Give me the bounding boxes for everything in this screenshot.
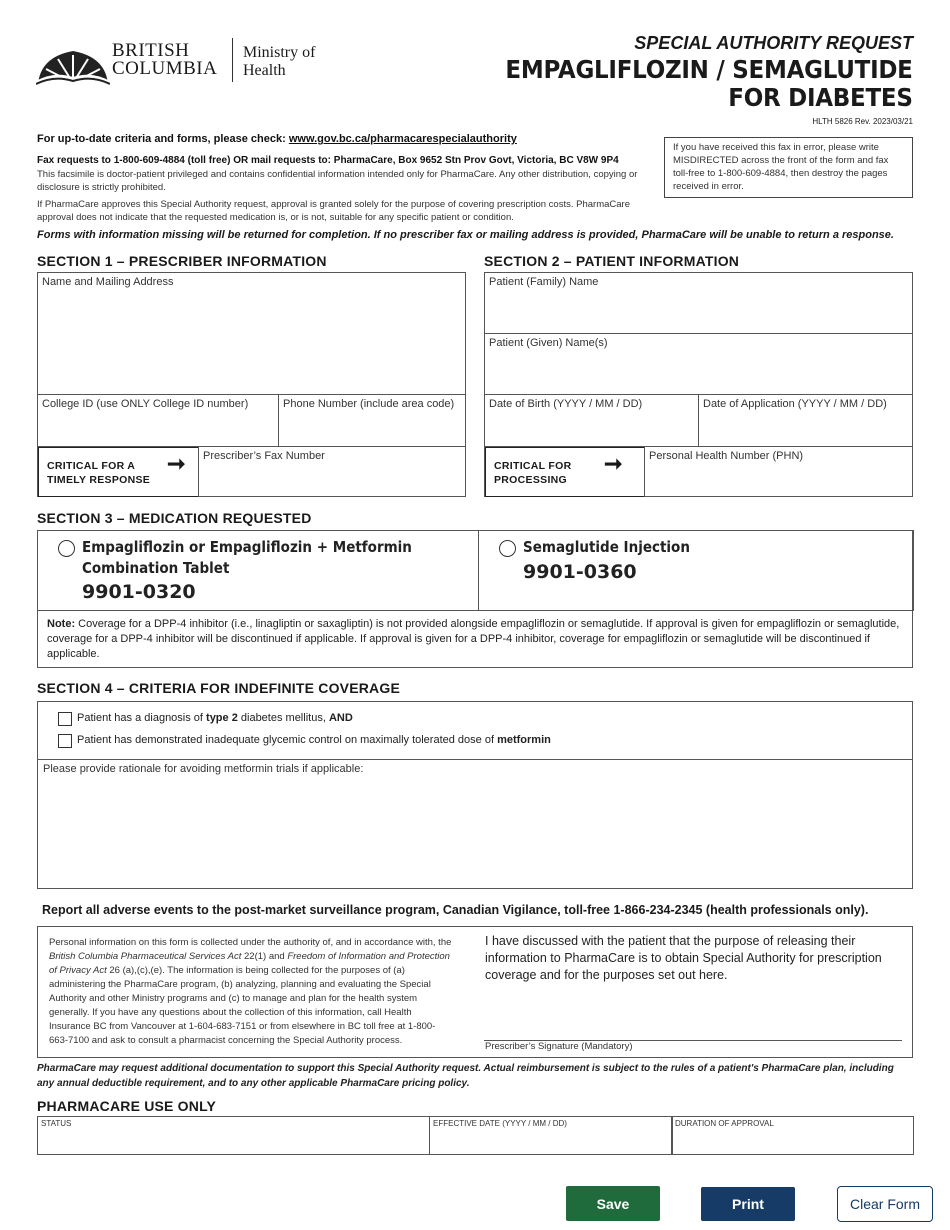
family-name-label: Patient (Family) Name [489, 276, 599, 288]
logo-divider [232, 38, 233, 82]
option1-label [82, 537, 482, 603]
critical-line-1: CRITICAL FOR [494, 460, 572, 472]
section2-title: SECTION 2 – PATIENT INFORMATION [484, 253, 740, 269]
duration-label: DURATION OF APPROVAL [675, 1119, 774, 1128]
application-date-label: Date of Application (YYYY / MM / DD) [703, 398, 887, 410]
misdirected-notice: If you have received this fax in error, please write MISDIRECTED across the front of the form and fax toll-free to 1-800-609-4884, then destroy the pages received in error. [664, 137, 913, 198]
dob-field[interactable] [484, 394, 699, 447]
phn-label: Personal Health Number (PHN) [649, 450, 804, 462]
logo-line-2: COLUMBIA [112, 58, 218, 79]
criterion2-text-b: metformin [497, 734, 551, 746]
logo-line-1: BRITISH [112, 40, 190, 61]
radio-semaglutide[interactable] [499, 540, 516, 557]
college-id-label: College ID (use ONLY College ID number) [42, 398, 249, 410]
status-field[interactable] [37, 1116, 430, 1155]
patient-info-box [484, 272, 913, 497]
criterion1-text-c: diabetes mellitus, [237, 712, 329, 724]
pharmacare-footnote: PharmaCare may request additional documentation to support this Special Authority request. Actual reimbursement is subject to the rules of a patient's PharmaCare plan, including any annual deductible requirement, and to any other applicable PharmaCare pricing policy. [37, 1063, 894, 1089]
privacy-text-2: 22(1) and [241, 951, 288, 962]
status-label: STATUS [41, 1119, 72, 1128]
signature-label: Prescriber’s Signature (Mandatory) [485, 1041, 633, 1052]
critical-line-2: TIMELY RESPONSE [47, 474, 151, 486]
section3-title: SECTION 3 – MEDICATION REQUESTED [37, 510, 312, 526]
note-label: Note: [47, 618, 76, 630]
criteria-link[interactable]: www.gov.bc.ca/pharmacarespecialauthority [288, 133, 517, 145]
rationale-label: Please provide rationale for avoiding metformin trials if applicable: [43, 763, 364, 775]
criterion1-text-a: Patient has a diagnosis of [77, 712, 207, 724]
phn-field[interactable] [644, 446, 913, 497]
logo-ministry [243, 44, 315, 80]
logo-province-name [112, 42, 217, 78]
form-title [506, 56, 913, 112]
critical-line-2: PROCESSING [494, 474, 568, 486]
given-names-field[interactable] [484, 333, 913, 395]
college-id-field[interactable] [37, 394, 279, 447]
form-number: HLTH 5826 Rev. 2023/03/21 [812, 117, 913, 126]
adverse-events-notice: Report all adverse events to the post-market surveillance program, Canadian Vigilance, toll-free 1-866-234-2345 (health professionals only). [42, 903, 869, 917]
missing-warning: Forms with information missing will be returned for completion. If no prescriber fax or mailing address is provided, PharmaCare will be unable to return a response. [37, 229, 894, 241]
rationale-field[interactable] [37, 759, 913, 889]
medication-option-1[interactable] [37, 530, 479, 611]
criterion1-text-d: AND [328, 712, 353, 724]
criteria-box [37, 701, 913, 889]
phone-label: Phone Number (include area code) [283, 398, 455, 410]
duration-field[interactable] [671, 1116, 914, 1155]
print-button[interactable]: Print [701, 1187, 795, 1221]
application-date-field[interactable] [698, 394, 913, 447]
critical-processing-badge [485, 447, 645, 497]
clear-form-button[interactable]: Clear Form [837, 1186, 933, 1222]
criterion2-text-a: Patient has demonstrated inadequate glycemic control on maximally tolerated dose of [77, 734, 498, 746]
prescriber-fax-field[interactable] [198, 446, 466, 497]
given-names-label: Patient (Given) Name(s) [489, 337, 608, 349]
section1-title: SECTION 1 – PRESCRIBER INFORMATION [37, 253, 327, 269]
criteria-prefix: For up-to-date criteria and forms, please check: [37, 133, 289, 145]
declaration-text: I have discussed with the patient that the purpose of releasing their information to PharmaCare is to obtain Special Authority for prescription coverage and for the purposes set out here. [485, 934, 882, 982]
critical-line-1: CRITICAL FOR A [47, 460, 136, 472]
fax-mail-line: Fax requests to 1-800-609-4884 (toll free) OR mail requests to: PharmaCare, Box 9652 Stn Prov Govt, Victoria, BC V8W 9P4 [37, 155, 619, 166]
title-line-1: EMPAGLIFLOZIN / SEMAGLUTIDE [505, 55, 913, 84]
arrow-right-icon: ➞ [167, 451, 186, 476]
criterion-1 [77, 712, 353, 724]
dob-label: Date of Birth (YYYY / MM / DD) [489, 398, 643, 410]
effective-date-field[interactable] [429, 1116, 673, 1155]
checkbox-metformin-failure[interactable] [58, 734, 72, 748]
arrow-right-icon: ➞ [604, 451, 623, 476]
privacy-declaration-box [37, 926, 913, 1058]
effective-date-label: EFFECTIVE DATE (YYYY / MM / DD) [433, 1119, 567, 1128]
criterion1-text-b: type 2 [206, 712, 238, 724]
prescriber-info-box [37, 272, 466, 497]
checkbox-type2-diabetes[interactable] [58, 712, 72, 726]
phone-field[interactable] [278, 394, 466, 447]
pharmacare-use-title: PHARMACARE USE ONLY [37, 1098, 217, 1114]
approval-line: If PharmaCare approves this Special Authority request, approval is granted solely for the purpose of covering prescription costs. PharmaCare approval does not indicate that the requested medication is, or is not, suitable for any specific patient or condition. [37, 199, 630, 223]
option1-line-1: Empagliflozin or Empagliflozin + Metformin [82, 538, 412, 556]
privacy-act-2: Freedom of Information and Protection of Privacy Act [49, 951, 450, 976]
form-type: SPECIAL AUTHORITY REQUEST [634, 33, 913, 53]
privacy-notice [49, 936, 454, 1048]
bc-logo-icon [36, 37, 110, 87]
privacy-text-1: Personal information on this form is collected under the authority of, and in accordance with, the [49, 937, 452, 948]
dpp4-note [47, 617, 907, 662]
critical-timely-badge [38, 447, 199, 497]
pharmacare-use-box [37, 1116, 914, 1155]
ministry-line-1: Ministry of [243, 44, 316, 61]
privacy-text-3: 26 (a),(c),(e). The information is being collected for the purposes of (a) administering the PharmaCare program, (b) analyzing, planning and evaluating the Special Authority and other Ministry programs and (c) to manage and plan for the health system generally. If you have any questions about the collection of this information, call Health Insurance BC from Vancouver at 1-604-683-7151 or from elsewhere in BC toll free at 1-800-663-7100 and ask to consult a pharmacist concerning the Special Authority process. [49, 965, 436, 1046]
name-address-label: Name and Mailing Address [42, 276, 174, 288]
criteria-line [37, 133, 517, 146]
option2-label [523, 537, 903, 583]
option2-line-1: Semaglutide Injection [523, 538, 690, 556]
privacy-act-1: British Columbia Pharmaceutical Services Act [49, 951, 242, 962]
option2-din: 9901-0360 [523, 561, 637, 583]
medication-option-2[interactable] [478, 530, 914, 611]
ministry-line-2: Health [243, 62, 286, 79]
option1-line-2: Combination Tablet [82, 559, 230, 577]
note-text: Coverage for a DPP-4 inhibitor (i.e., linagliptin or saxagliptin) is not provided alongside empagliflozin or semaglutide. If approval is given for empagliflozin or semaglutide, coverage for a DPP-4 inhibitor will be discontinued if applicable. If approval is given for a DPP-4 inhibitor, coverage for empagliflozin or semaglutide will be discontinued if applicable. [47, 618, 900, 660]
confidential-line: This facsimile is doctor-patient privileged and contains confidential information intended only for PharmaCare. Any other distribution, copying or disclosure is strictly prohibited. [37, 169, 638, 193]
radio-empagliflozin[interactable] [58, 540, 75, 557]
name-address-field[interactable] [37, 272, 466, 395]
medication-box [37, 530, 913, 668]
criterion-2 [77, 734, 551, 746]
option1-din: 9901-0320 [82, 581, 196, 603]
section4-title: SECTION 4 – CRITERIA FOR INDEFINITE COVERAGE [37, 680, 400, 696]
save-button[interactable]: Save [566, 1186, 660, 1221]
family-name-field[interactable] [484, 272, 913, 334]
fax-label: Prescriber’s Fax Number [203, 450, 325, 462]
title-line-2: FOR DIABETES [728, 83, 913, 112]
